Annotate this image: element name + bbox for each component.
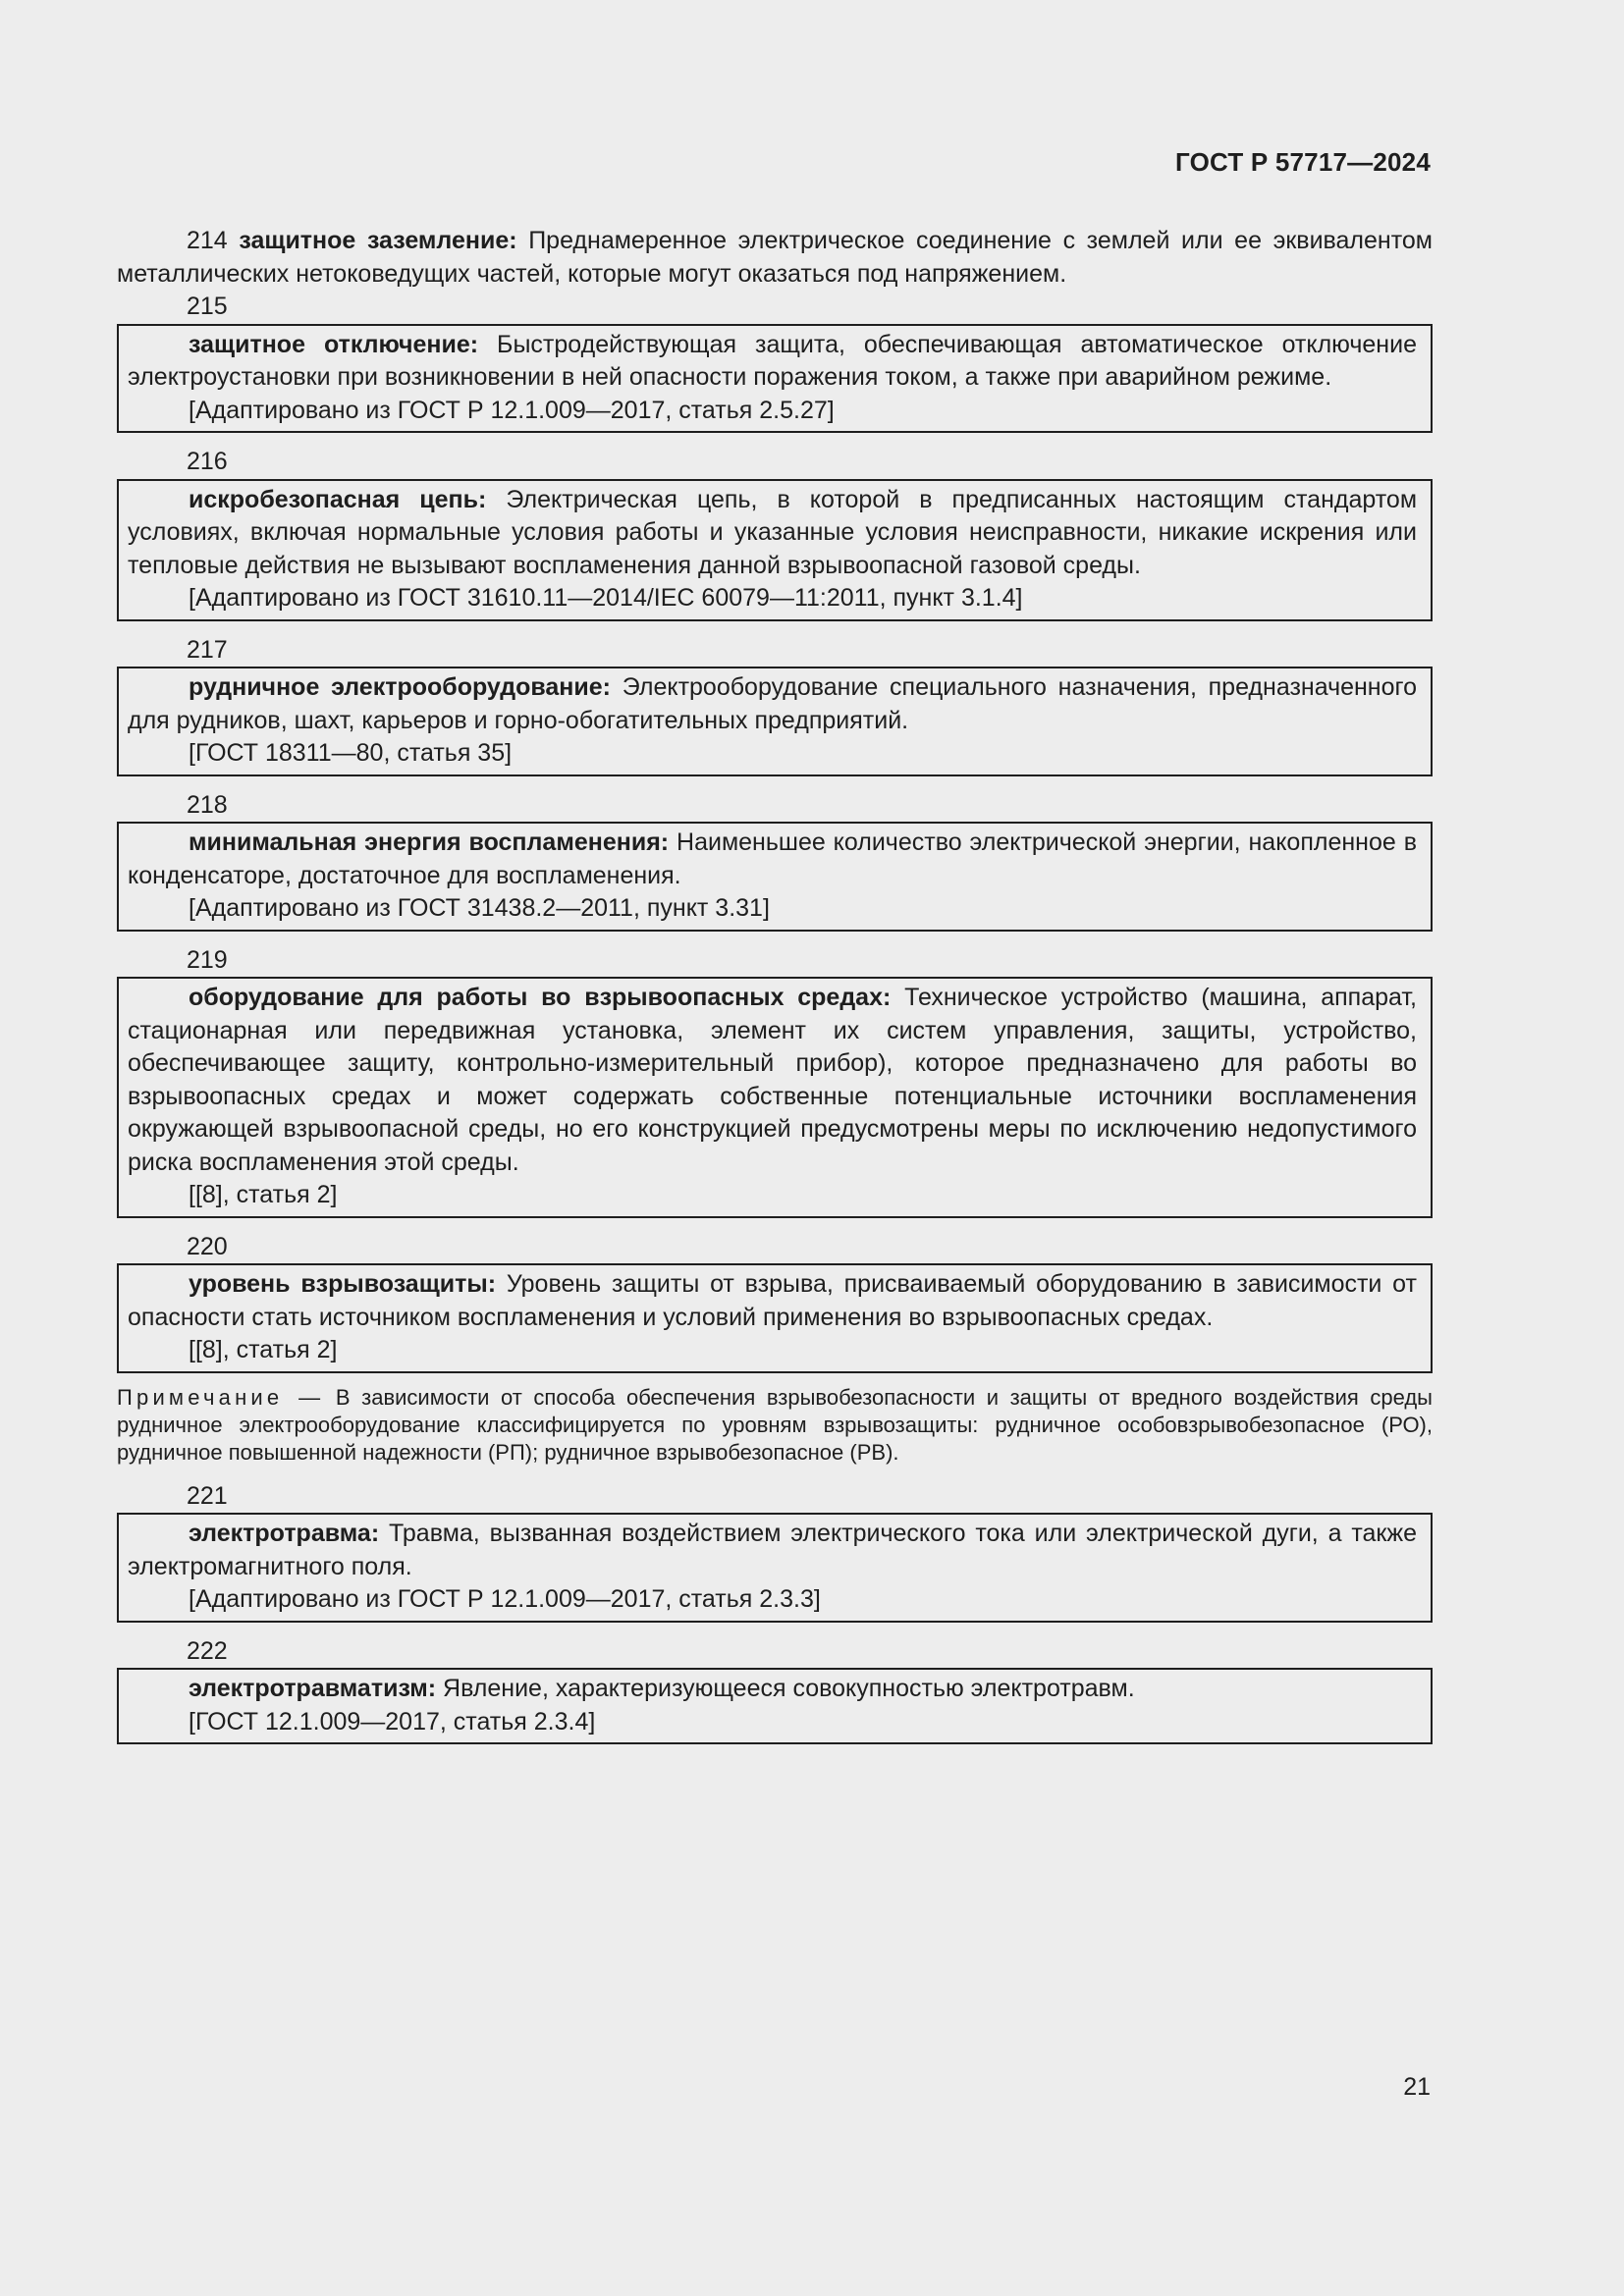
term-title: искробезопасная цепь: xyxy=(189,485,487,513)
term-definition: Преднамеренное электрическое соединение с землей или ее эквивалентом металлических нетоковедущих частей, которые могут оказаться под напряжением. xyxy=(117,227,1433,288)
document-code: ГОСТ Р 57717—2024 xyxy=(1175,147,1431,177)
term-definition: Электрическая цепь, в которой в предписанных настоящим стандартом условиях, включая нормальные условия работы и указанные условия неисправности, никакие искрения или тепловые действия не вызывают воспламенения данной взрывоопасной газовой среды. xyxy=(128,485,1418,579)
term-definition: Явление, характеризующееся совокупностью электротравм. xyxy=(443,1675,1135,1702)
note-text: В зависимости от способа обеспечения взрывобезопасности и защиты от вредного воздействия среды рудничное электрооборудование классифицируется по уровням взрывозащиты: рудничное особовзрывобезопасное (РО), рудничное повышенной надежности (РП); рудничное взрывобезопасное (РВ). xyxy=(117,1384,1433,1465)
term-number: 215 xyxy=(187,293,228,320)
term-definition: Уровень защиты от взрыва, присваиваемый оборудованию в зависимости от опасности стать источником воспламенения и условий применения во взрывоопасных средах. xyxy=(128,1270,1417,1331)
term-definition: Быстродействующая защита, обеспечивающая автоматическое отключение электроустановки при возникновении в ней опасности поражения током, а также при аварийном режиме. xyxy=(128,330,1417,391)
term-box xyxy=(117,479,1433,621)
term-title: электротравматизм: xyxy=(189,1675,437,1702)
term-number: 216 xyxy=(187,448,228,475)
term-number: 218 xyxy=(187,790,228,819)
term-title: электротравма: xyxy=(189,1520,380,1547)
term-definition: Техническое устройство (машина, аппарат, стационарная или передвижная установка, элемент их систем управления, защиты, устройство, обеспечивающее защиту, контрольно-измерительный прибор), которое предназначено для работы во взрывоопасных средах и может содержать собственные потенциальные источники воспламенения окружающей взрывоопасной среды, но его конструкцией предусмотрены меры по исключению недопустимого риска воспламенения этой среды. xyxy=(128,984,1417,1176)
term-box xyxy=(117,667,1433,776)
note xyxy=(117,1384,1433,1467)
term-definition: Электрооборудование специального назначения, предназначенного для рудников, шахт, карьеров и горно-обогатительных предприятий. xyxy=(128,673,1417,734)
term-title: защитное заземление: xyxy=(239,227,517,254)
term-box xyxy=(117,1513,1433,1623)
term-source: [ГОСТ 12.1.009—2017, статья 2.3.4] xyxy=(189,1707,596,1735)
term-box xyxy=(117,822,1433,932)
term-title: защитное отключение: xyxy=(189,330,479,358)
term-214 xyxy=(117,225,1433,291)
term-source: [Адаптировано из ГОСТ 31610.11—2014/IEC 60079—11:2011, пункт 3.1.4] xyxy=(189,584,1023,612)
term-source: [Адаптировано из ГОСТ Р 12.1.009—2017, статья 2.5.27] xyxy=(189,396,835,424)
term-box xyxy=(117,324,1433,434)
term-number: 219 xyxy=(187,945,228,974)
term-title: оборудование для работы во взрывоопасных средах: xyxy=(189,984,892,1011)
term-definition: Наименьшее количество электрической энергии, накопленное в конденсаторе, достаточное для воспламенения. xyxy=(128,828,1417,889)
term-source: [[8], статья 2] xyxy=(189,1181,338,1208)
term-source: [[8], статья 2] xyxy=(189,1336,338,1363)
term-title: уровень взрывозащиты: xyxy=(189,1270,497,1298)
term-number: 214 xyxy=(187,227,228,254)
term-number: 220 xyxy=(187,1232,228,1260)
term-number: 222 xyxy=(187,1636,228,1665)
term-number: 221 xyxy=(187,1481,228,1510)
term-box xyxy=(117,1263,1433,1373)
term-box xyxy=(117,1668,1433,1744)
term-title: рудничное электрооборудование: xyxy=(189,673,611,701)
term-title: минимальная энергия воспламенения: xyxy=(189,828,670,856)
page-number: 21 xyxy=(1403,2073,1431,2101)
term-box xyxy=(117,977,1433,1218)
term-source: [Адаптировано из ГОСТ Р 12.1.009—2017, статья 2.3.3] xyxy=(189,1585,821,1613)
term-source: [ГОСТ 18311—80, статья 35] xyxy=(189,739,513,767)
term-definition: Травма, вызванная воздействием электрического тока или электрической дуги, а также электромагнитного поля. xyxy=(128,1520,1417,1580)
page-content xyxy=(117,225,1433,1757)
note-label: Примечание — xyxy=(117,1384,325,1410)
term-number: 217 xyxy=(187,635,228,664)
term-source: [Адаптировано из ГОСТ 31438.2—2011, пункт 3.31] xyxy=(189,894,770,922)
